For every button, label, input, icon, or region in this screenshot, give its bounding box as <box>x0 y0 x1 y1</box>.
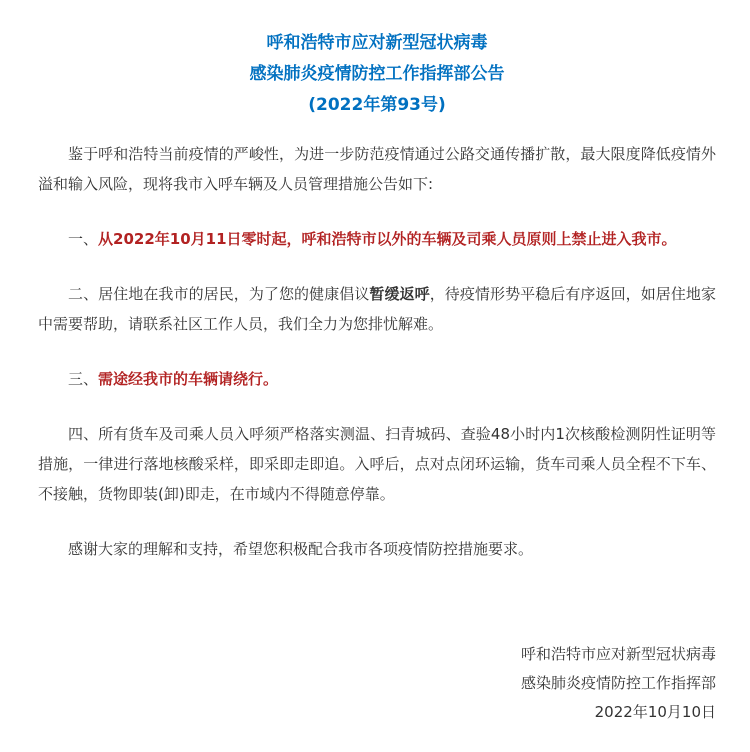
title-line-3: (2022年第93号) <box>308 95 446 115</box>
intro-paragraph: 鉴于呼和浩特当前疫情的严峻性，为进一步防范疫情通过公路交通传播扩散，最大限度降低疫情外溢和输入风险，现将我市入呼车辆及人员管理措施公告如下: <box>38 145 716 193</box>
paragraph-1-prefix: 一、 <box>68 230 99 248</box>
paragraph-2-bold: 暂缓返呼 <box>369 285 430 303</box>
paragraph-2 <box>38 279 716 339</box>
paragraph-3 <box>38 364 716 394</box>
closing-paragraph: 感谢大家的理解和支持，希望您积极配合我市各项疫情防控措施要求。 <box>68 540 534 558</box>
signature-org-line-2: 感染肺炎疫情防控工作指挥部 <box>520 674 716 692</box>
paragraph-2-before: 二、居住地在我市的居民，为了您的健康倡议 <box>68 285 370 303</box>
title-line-2: 感染肺炎疫情防控工作指挥部公告 <box>249 64 505 84</box>
paragraph-3-emphasis: 需途经我市的车辆请绕行。 <box>98 370 279 388</box>
paragraph-3-prefix: 三、 <box>68 370 99 388</box>
announcement-title <box>38 28 716 121</box>
signature-block <box>521 640 716 727</box>
paragraph-1-emphasis: 从2022年10月11日零时起，呼和浩特市以外的车辆及司乘人员原则上禁止进入我市。 <box>98 230 677 248</box>
signature-date: 2022年10月10日 <box>594 703 716 721</box>
paragraph-4: 四、所有货车及司乘人员入呼须严格落实测温、扫青城码、查验48小时内1次核酸检测阴性证明等措施，一律进行落地核酸采样，即采即走即追。入呼后，点对点闭环运输，货车司乘人员全程不下车、不接触，货物即装(卸)即走，在市域内不得随意停靠。 <box>38 425 716 503</box>
paragraph-1 <box>38 224 716 254</box>
title-line-1: 呼和浩特市应对新型冠状病毒 <box>266 33 488 53</box>
signature-org-line-1: 呼和浩特市应对新型冠状病毒 <box>520 645 716 663</box>
paragraph-2-after: ，待疫情形势平稳后有序返回，如居住地家中需要帮助，请联系社区工作人员，我们全力为您排忧解难。 <box>38 285 716 333</box>
